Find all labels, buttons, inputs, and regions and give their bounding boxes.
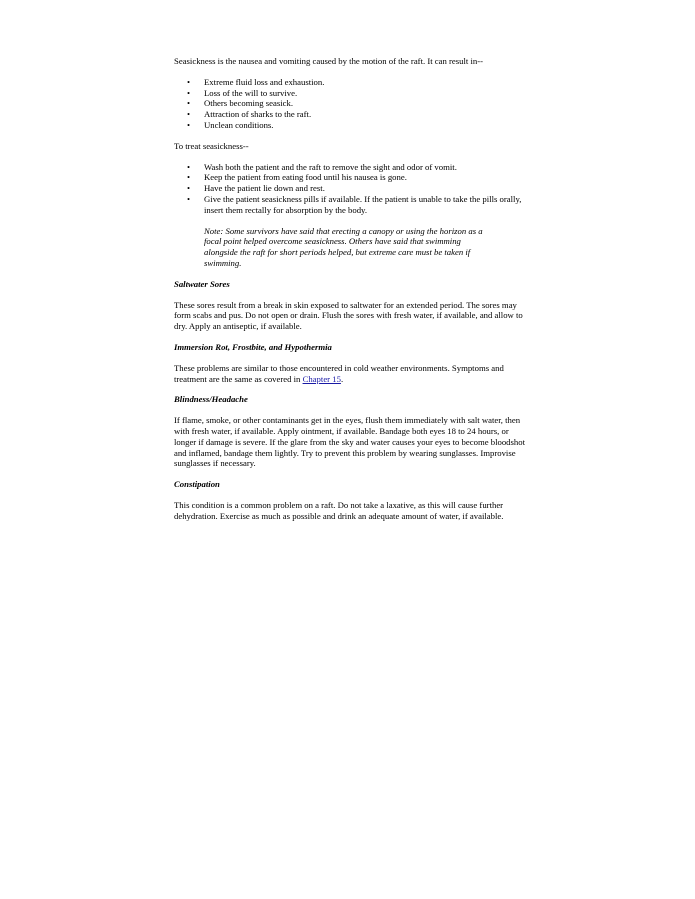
immersion-heading: Immersion Rot, Frostbite, and Hypothermia [174, 341, 332, 352]
list-item: • Give the patient seasickness pills if available. If the patient is unable to take the pills orally, insert them rectally for absorption by the body. [174, 194, 526, 216]
saltwater-sores-heading: Saltwater Sores [174, 278, 230, 289]
list-item: • Unclean conditions. [174, 120, 526, 131]
immersion-body-end: . [340, 373, 344, 384]
immersion-body-text: These problems are similar to those encountered in cold weather environments. Symptoms and treatment are the same as covered in [174, 362, 504, 384]
constipation-body: This condition is a common problem on a raft. Do not take a laxative, as this will cause further dehydration. Exercise as much as possible and drink an adequate amount of water, if available. [174, 499, 504, 521]
list-item: • Extreme fluid loss and exhaustion. [174, 77, 526, 88]
chapter-15-link[interactable]: Chapter 15 [302, 373, 341, 384]
treat-intro: To treat seasickness-- [174, 140, 249, 151]
blindness-heading: Blindness/Headache [174, 394, 248, 405]
constipation-heading: Constipation [174, 479, 220, 490]
treatment-list [174, 162, 526, 216]
list-item: • Keep the patient from eating food until his nausea is gone. [174, 172, 526, 183]
list-item: • Loss of the will to survive. [174, 88, 526, 99]
seasickness-results-list [174, 77, 526, 131]
blindness-body: If flame, smoke, or other contaminants get in the eyes, flush them immediately with salt water, then with fresh water, if available. Apply ointment, if available. Bandage both eyes 18 to 24 hours, or longer if damage is severe. If the glare from the sky and water causes your eyes to become bloodshot and inflamed, bandage them lightly. Try to prevent this problem by wearing sunglasses. Improvise sunglasses if necessary. [174, 415, 525, 469]
list-item: • Attraction of sharks to the raft. [174, 109, 526, 120]
list-item: • Wash both the patient and the raft to remove the sight and odor of vomit. [174, 162, 526, 173]
seasickness-note: Note: Some survivors have said that erecting a canopy or using the horizon as a focal point helped overcome seasickness. Others have said that swimming alongside the raft for short periods helped, but extreme care must be taken if swimming. [204, 225, 483, 268]
seasickness-intro: Seasickness is the nausea and vomiting caused by the motion of the raft. It can result in-- [174, 56, 484, 66]
page-content [174, 56, 526, 532]
immersion-body [174, 363, 526, 385]
list-item: • Others becoming seasick. [174, 98, 526, 109]
saltwater-sores-body: These sores result from a break in skin exposed to saltwater for an extended period. The sores may form scabs and pus. Do not open or drain. Flush the sores with fresh water, if available, and allow to dry. Apply an antiseptic, if available. [174, 299, 523, 332]
list-item: • Have the patient lie down and rest. [174, 183, 526, 194]
